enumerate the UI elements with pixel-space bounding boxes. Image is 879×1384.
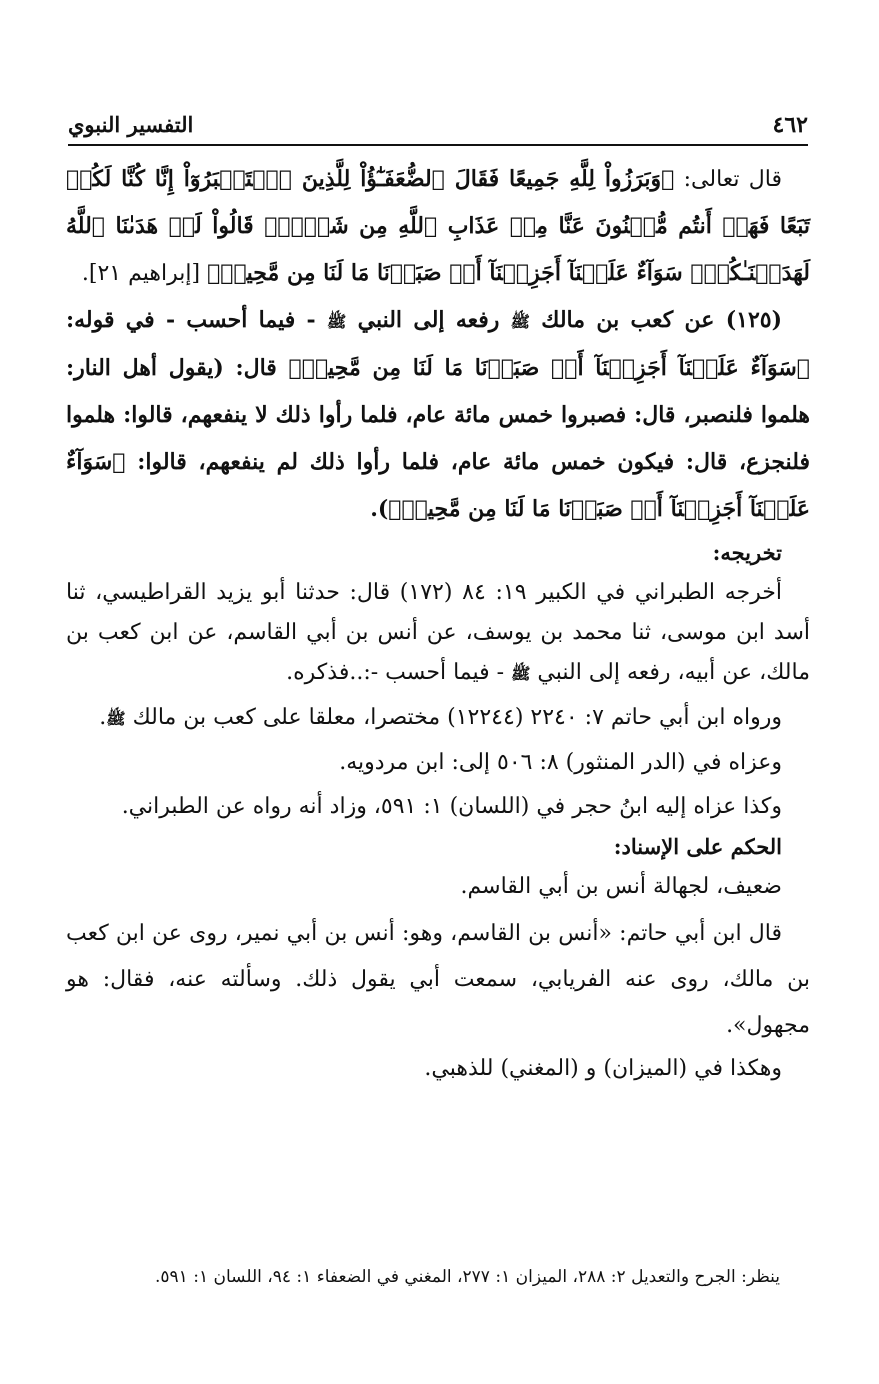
hadith-text-1: (١٢٥) عن كعب بن مالك: [530, 307, 782, 333]
takhrij-paragraph-2: [66, 698, 810, 739]
quran-verse: ﴿سَوَآءٌ عَلَيۡنَآ أَجَزِعۡنَآ أَمۡ صَبَرۡنَا مَا لَنَا مِن مَّحِيصٖ﴾: [288, 355, 810, 381]
quran-verse: ﴿وَبَرَزُواْ لِلَّهِ جَمِيعًا فَقَالَ ٱلضُّعَفَـٰٓؤُاْ لِلَّذِينَ ٱسۡتَكۡبَرُوٓاْ إِنَّا كُنَّا لَكُمۡ تَبَعًا فَهَلۡ أَنتُم مُّغۡنُونَ عَنَّا مِنۡ عَذَابِ ٱللَّهِ مِن شَيۡءٖۚ قَالُواْ لَوۡ هَدَىٰنَا ٱللَّهُ لَهَدَيۡنَـٰكُمۡۖ سَوَآءٌ عَلَيۡنَآ أَجَزِعۡنَآ أَمۡ صَبَرۡنَا مَا لَنَا مِن مَّحِيصٖ﴾: [66, 166, 810, 286]
hadith-text-4: قال: (يقول أهل النار: هلموا فلنصبر، قال: فصبروا خمس مائة عام، فلما رأوا ذلك لا ينفعهم، قالوا: هلموا فلنجزع، قال: فيكون خمس مائة عام، فلما رأوا ذلك لم ينفعهم، قالوا:: [66, 355, 810, 475]
hadith-paragraph: [66, 297, 810, 533]
section-heading-takhrij: تخريجه:: [712, 540, 782, 565]
hadith-text-2: رفعه إلى النبي: [346, 307, 511, 333]
hukm-paragraph-2: قال ابن أبي حاتم: «أنس بن القاسم، وهو: أنس بن أبي نمير، روى عن ابن كعب بن مالك، روى عنه الفريابي، سمعت أبي يقول ذلك. وسألته عنه، فقال: هو مجهول».: [66, 921, 810, 1038]
hukm-paragraph-1: ضعيف، لجهالة أنس بن أبي القاسم.: [460, 874, 782, 899]
honorific-mark: ﷺ: [511, 664, 531, 683]
section-heading-hukm: الحكم على الإسناد:: [613, 834, 782, 859]
takhrij-text-1b: - فيما أحسب -:..فذكره.: [286, 660, 512, 685]
hadith-text-end: ).: [370, 496, 389, 522]
quran-verse: ﴿سَوَآءٌ عَلَيۡنَآ أَجَزِعۡنَآ أَمۡ صَبَرۡنَا مَا لَنَا مِن مَّحِيصٖ﴾: [66, 449, 810, 522]
takhrij-text-2a: ورواه ابن أبي حاتم ٧: ٢٢٤٠ (١٢٢٤٤) مختصرا، معلقا على كعب بن مالك: [125, 705, 782, 730]
hukm-paragraph-3: وهكذا في (الميزان) و (المغني) للذهبي.: [424, 1056, 782, 1081]
hadith-text-3: - فيما أحسب - في قوله:: [66, 307, 327, 333]
verse-intro: قال تعالى:: [674, 167, 782, 192]
takhrij-text-1a: أخرجه الطبراني في الكبير ١٩: ٨٤ (١٧٢) قال: حدثنا أبو يزيد القراطيسي، ثنا أسد ابن موسى، ثنا محمد بن يوسف، عن أنس بن أبي القاسم، عن ابن كعب بن مالك، عن أبيه، رفعه إلى النبي: [66, 580, 810, 685]
running-title: التفسير النبوي: [68, 112, 194, 137]
honorific-mark: ﷺ: [106, 709, 126, 728]
verse-reference: [إبراهيم ٢١].: [81, 261, 208, 286]
honorific-mark: ﷺ: [510, 312, 530, 331]
page-body: [66, 156, 810, 1089]
takhrij-paragraph-4: وكذا عزاه إليه ابنُ حجر في (اللسان) ١: ٥٩١، وزاد أنه رواه عن الطبراني.: [121, 794, 782, 819]
takhrij-paragraph-3: وعزاه في (الدر المنثور) ٨: ٥٠٦ إلى: ابن مردويه.: [339, 750, 782, 775]
page-header: [68, 110, 808, 146]
page-number: ٤٦٢: [772, 112, 808, 138]
footnote: ينظر: الجرح والتعديل ٢: ٢٨٨، الميزان ١: ٢٧٧، المغني في الضعفاء ١: ٩٤، اللسان ١: ٥٩١.: [155, 1267, 780, 1287]
honorific-mark: ﷺ: [326, 312, 347, 331]
takhrij-text-2b: .: [99, 705, 107, 730]
verse-paragraph: [66, 156, 810, 297]
takhrij-paragraph-1: [66, 573, 810, 694]
